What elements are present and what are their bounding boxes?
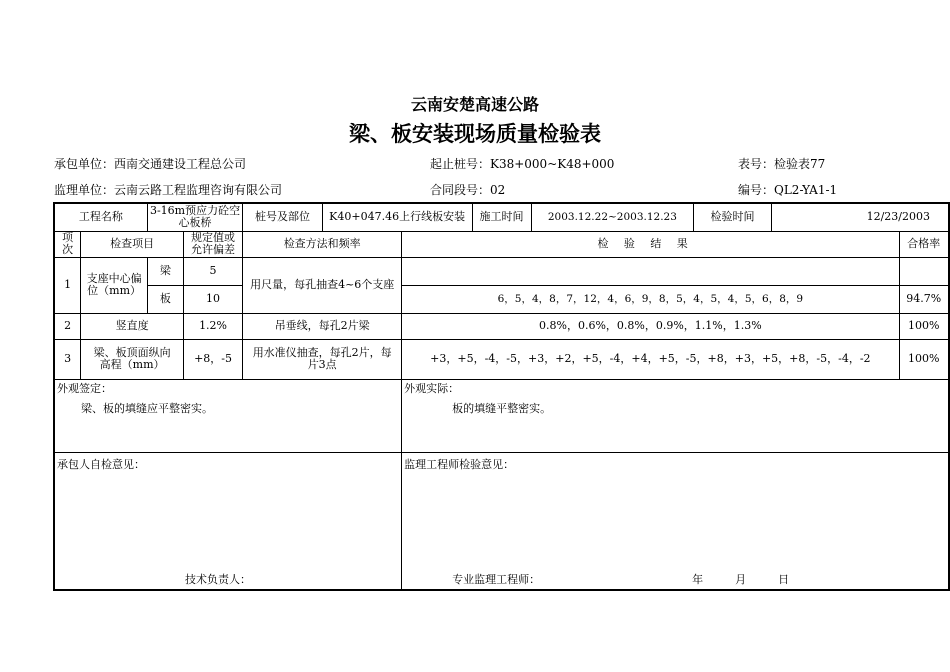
supervisor-month: 月 [735,572,747,586]
row-2-method: 吊垂线，每孔2片梁 [243,313,402,339]
inspection-time-value: 12/23/2003 [771,203,949,231]
contractor-opinion-label: 承包人自检意见： [57,457,145,471]
row-3-no: 3 [54,339,81,379]
station-range: 起止桩号：K38+000~K48+000 [430,157,615,171]
row-1-rate-b: 94.7% [899,285,949,313]
table-row [54,339,949,379]
supervisor-unit: 监理单位：云南云路工程监理咨询有限公司 [54,183,283,197]
position-label: 桩号及部位 [243,203,323,231]
supervisor-day: 日 [778,572,790,586]
row-1-sub-a: 梁 [147,257,183,285]
col-spec: 规定值或允许偏差 [183,231,242,257]
project-name-label: 工程名称 [54,203,147,231]
table-row [54,285,949,313]
inspection-time-label: 检验时间 [694,203,771,231]
row-1-method: 用尺量，每孔抽查4~6个支座 [243,257,402,313]
row-3-spec: +8，-5 [183,339,242,379]
appearance-check-text: 梁、板的填缝应平整密实。 [81,401,213,415]
contractor-sign-label: 技术负责人： [185,572,251,586]
form-code: 编号：QL2-YA1-1 [738,183,838,197]
table-number: 表号：检验表77 [738,157,826,171]
position-value: K40+047.46上行线板安装 [322,203,472,231]
report-subtitle: 云南安楚高速公路 [410,95,539,114]
col-rate: 合格率 [899,231,949,257]
col-no: 项次 [54,231,81,257]
row-1-sub-b: 板 [147,285,183,313]
column-header-row [54,231,949,257]
supervisor-opinion-label: 监理工程师检验意见： [404,457,515,471]
col-item: 检查项目 [81,231,184,257]
row-3-result: +3，+5，-4，-5，+3，+2，+5，-4，+4，+5，-5，+8，+3，+5，+8，-5，-4，-2 [402,339,899,379]
row-1-rate-a [899,257,949,285]
table-row [54,313,949,339]
row-1-result-b: 6，5，4，8，7，12，4，6，9，8，5，4，5，4，5，6，8，9 [402,285,899,313]
appearance-actual-label: 外观实际： [404,381,460,395]
construction-time-value: 2003.12.22~2003.12.23 [547,211,677,224]
row-2-result: 0.8%，0.6%，0.8%，0.9%，1.1%，1.3% [402,313,899,339]
row-2-no: 2 [54,313,81,339]
row-2-rate: 100% [899,313,949,339]
appearance-actual-text: 板的填缝平整密实。 [452,401,552,415]
row-1-spec-a: 5 [183,257,242,285]
row-2-item: 竖直度 [81,313,184,339]
col-method: 检查方法和频率 [243,231,402,257]
row-3-item: 梁、板顶面纵向高程（mm） [81,339,184,379]
row-1-result-a [402,257,899,285]
appearance-check-label: 外观签定： [57,381,112,395]
page-title: 梁、板安装现场质量检验表 [349,122,601,146]
project-name-value: 3-16m预应力砼空心板桥 [147,203,242,231]
row-1-item: 支座中心偏位（mm） [81,257,148,313]
row-3-rate: 100% [899,339,949,379]
supervisor-sign-label: 专业监理工程师： [452,572,541,586]
supervisor-year: 年 [692,572,704,586]
opinion-row [54,452,949,590]
contractor-unit: 承包单位：西南交通建设工程总公司 [54,157,247,171]
row-1-spec-b: 10 [183,285,242,313]
row-2-spec: 1.2% [183,313,242,339]
col-result: 检验结果 [402,231,899,257]
construction-time-label: 施工时间 [479,210,524,224]
project-info-row [54,203,949,231]
appearance-row [54,379,949,452]
row-3-method: 用水准仪抽查，每孔2片，每片3点 [243,339,402,379]
row-1-no: 1 [54,257,81,313]
table-row [54,257,949,285]
contract-section: 合同段号：02 [430,183,506,197]
inspection-table [53,202,950,591]
